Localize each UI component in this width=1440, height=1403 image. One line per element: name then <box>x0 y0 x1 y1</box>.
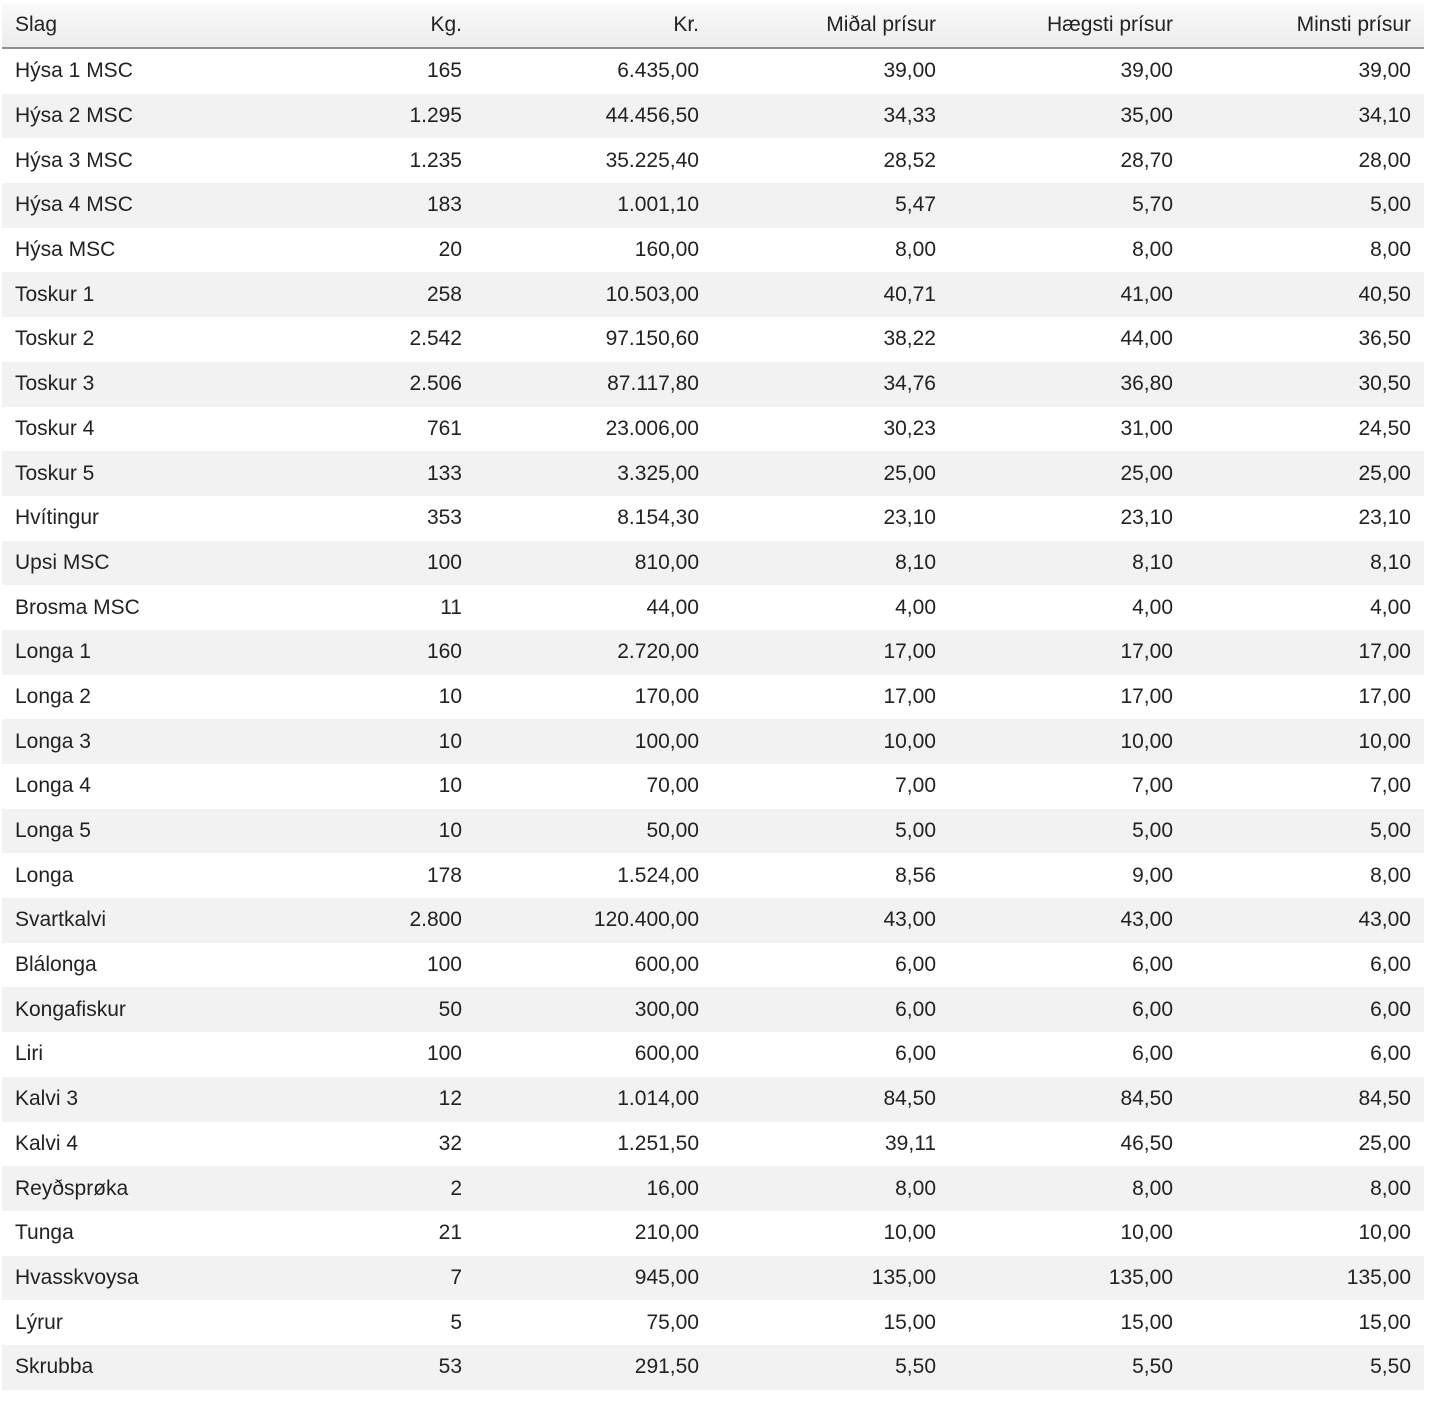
amount-kr-cell: 35.225,40 <box>475 138 712 183</box>
highest-price-cell: 10,00 <box>949 719 1186 764</box>
lowest-price-cell: 8,00 <box>1186 1166 1424 1211</box>
highest-price-cell: 4,00 <box>949 585 1186 630</box>
amount-kr-cell: 97.150,60 <box>475 317 712 362</box>
species-cell: Hvítingur <box>2 496 238 541</box>
average-price-cell: 8,56 <box>712 853 949 898</box>
species-cell: Tunga <box>2 1211 238 1256</box>
average-price-cell: 15,00 <box>712 1300 949 1345</box>
highest-price-cell: 5,00 <box>949 809 1186 854</box>
table-row <box>2 675 1424 720</box>
lowest-price-cell: 6,00 <box>1186 987 1424 1032</box>
weight-kg-cell: 20 <box>238 228 475 273</box>
average-price-cell: 135,00 <box>712 1256 949 1301</box>
lowest-price-cell: 28,00 <box>1186 138 1424 183</box>
lowest-price-cell: 17,00 <box>1186 630 1424 675</box>
table-row <box>2 1166 1424 1211</box>
average-price-cell: 28,52 <box>712 138 949 183</box>
amount-kr-cell: 810,00 <box>475 541 712 586</box>
weight-kg-cell: 53 <box>238 1345 475 1390</box>
species-cell: Skrubba <box>2 1345 238 1390</box>
highest-price-cell: 6,00 <box>949 987 1186 1032</box>
weight-kg-cell: 100 <box>238 1032 475 1077</box>
lowest-price-cell: 34,10 <box>1186 94 1424 139</box>
highest-price-cell: 41,00 <box>949 272 1186 317</box>
lowest-price-cell: 8,00 <box>1186 853 1424 898</box>
species-cell: Upsi MSC <box>2 541 238 586</box>
highest-price-cell: 36,80 <box>949 362 1186 407</box>
highest-price-cell: 7,00 <box>949 764 1186 809</box>
amount-kr-cell: 75,00 <box>475 1300 712 1345</box>
weight-kg-cell: 353 <box>238 496 475 541</box>
weight-kg-cell: 165 <box>238 48 475 94</box>
amount-kr-cell: 2.720,00 <box>475 630 712 675</box>
average-price-cell: 30,23 <box>712 407 949 452</box>
highest-price-cell: 5,70 <box>949 183 1186 228</box>
species-cell: Toskur 2 <box>2 317 238 362</box>
weight-kg-cell: 2.506 <box>238 362 475 407</box>
table-row <box>2 1300 1424 1345</box>
fish-price-table <box>2 3 1424 1390</box>
lowest-price-cell: 40,50 <box>1186 272 1424 317</box>
table-row <box>2 1077 1424 1122</box>
species-cell: Hýsa 4 MSC <box>2 183 238 228</box>
amount-kr-cell: 300,00 <box>475 987 712 1032</box>
average-price-cell: 10,00 <box>712 1211 949 1256</box>
weight-kg-cell: 258 <box>238 272 475 317</box>
average-price-cell: 84,50 <box>712 1077 949 1122</box>
highest-price-cell: 135,00 <box>949 1256 1186 1301</box>
weight-kg-cell: 160 <box>238 630 475 675</box>
species-cell: Kongafiskur <box>2 987 238 1032</box>
weight-kg-cell: 7 <box>238 1256 475 1301</box>
column-header-slag[interactable]: Slag <box>2 3 238 48</box>
amount-kr-cell: 50,00 <box>475 809 712 854</box>
average-price-cell: 17,00 <box>712 675 949 720</box>
lowest-price-cell: 4,00 <box>1186 585 1424 630</box>
table-row <box>2 183 1424 228</box>
weight-kg-cell: 100 <box>238 943 475 988</box>
weight-kg-cell: 10 <box>238 719 475 764</box>
highest-price-cell: 28,70 <box>949 138 1186 183</box>
weight-kg-cell: 133 <box>238 451 475 496</box>
lowest-price-cell: 8,10 <box>1186 541 1424 586</box>
table-row <box>2 719 1424 764</box>
species-cell: Longa 2 <box>2 675 238 720</box>
lowest-price-cell: 10,00 <box>1186 719 1424 764</box>
table-row <box>2 228 1424 273</box>
species-cell: Hýsa 2 MSC <box>2 94 238 139</box>
highest-price-cell: 31,00 <box>949 407 1186 452</box>
column-header-kr[interactable]: Kr. <box>475 3 712 48</box>
lowest-price-cell: 24,50 <box>1186 407 1424 452</box>
average-price-cell: 38,22 <box>712 317 949 362</box>
species-cell: Blálonga <box>2 943 238 988</box>
highest-price-cell: 8,10 <box>949 541 1186 586</box>
lowest-price-cell: 6,00 <box>1186 943 1424 988</box>
species-cell: Kalvi 3 <box>2 1077 238 1122</box>
weight-kg-cell: 178 <box>238 853 475 898</box>
amount-kr-cell: 1.251,50 <box>475 1122 712 1167</box>
column-header-lowest-price[interactable]: Minsti prísur <box>1186 3 1424 48</box>
highest-price-cell: 46,50 <box>949 1122 1186 1167</box>
amount-kr-cell: 10.503,00 <box>475 272 712 317</box>
lowest-price-cell: 39,00 <box>1186 48 1424 94</box>
average-price-cell: 6,00 <box>712 987 949 1032</box>
weight-kg-cell: 2 <box>238 1166 475 1211</box>
lowest-price-cell: 15,00 <box>1186 1300 1424 1345</box>
average-price-cell: 34,76 <box>712 362 949 407</box>
highest-price-cell: 6,00 <box>949 943 1186 988</box>
table-row <box>2 898 1424 943</box>
species-cell: Reyðsprøka <box>2 1166 238 1211</box>
table-row <box>2 630 1424 675</box>
species-cell: Hvasskvoysa <box>2 1256 238 1301</box>
species-cell: Longa 5 <box>2 809 238 854</box>
weight-kg-cell: 2.542 <box>238 317 475 362</box>
table-row <box>2 1032 1424 1077</box>
average-price-cell: 8,10 <box>712 541 949 586</box>
amount-kr-cell: 6.435,00 <box>475 48 712 94</box>
highest-price-cell: 6,00 <box>949 1032 1186 1077</box>
table-header <box>2 3 1424 48</box>
species-cell: Longa <box>2 853 238 898</box>
highest-price-cell: 8,00 <box>949 1166 1186 1211</box>
average-price-cell: 34,33 <box>712 94 949 139</box>
weight-kg-cell: 1.295 <box>238 94 475 139</box>
amount-kr-cell: 600,00 <box>475 1032 712 1077</box>
amount-kr-cell: 70,00 <box>475 764 712 809</box>
average-price-cell: 39,00 <box>712 48 949 94</box>
average-price-cell: 25,00 <box>712 451 949 496</box>
weight-kg-cell: 11 <box>238 585 475 630</box>
table-row <box>2 1122 1424 1167</box>
lowest-price-cell: 17,00 <box>1186 675 1424 720</box>
lowest-price-cell: 36,50 <box>1186 317 1424 362</box>
lowest-price-cell: 23,10 <box>1186 496 1424 541</box>
table-row <box>2 362 1424 407</box>
amount-kr-cell: 120.400,00 <box>475 898 712 943</box>
lowest-price-cell: 8,00 <box>1186 228 1424 273</box>
average-price-cell: 8,00 <box>712 228 949 273</box>
table-row <box>2 1256 1424 1301</box>
average-price-cell: 4,00 <box>712 585 949 630</box>
table-row <box>2 451 1424 496</box>
table-row <box>2 407 1424 452</box>
weight-kg-cell: 183 <box>238 183 475 228</box>
lowest-price-cell: 10,00 <box>1186 1211 1424 1256</box>
lowest-price-cell: 30,50 <box>1186 362 1424 407</box>
amount-kr-cell: 600,00 <box>475 943 712 988</box>
weight-kg-cell: 50 <box>238 987 475 1032</box>
lowest-price-cell: 43,00 <box>1186 898 1424 943</box>
weight-kg-cell: 2.800 <box>238 898 475 943</box>
species-cell: Toskur 5 <box>2 451 238 496</box>
species-cell: Longa 1 <box>2 630 238 675</box>
highest-price-cell: 84,50 <box>949 1077 1186 1122</box>
average-price-cell: 5,47 <box>712 183 949 228</box>
lowest-price-cell: 135,00 <box>1186 1256 1424 1301</box>
lowest-price-cell: 84,50 <box>1186 1077 1424 1122</box>
weight-kg-cell: 761 <box>238 407 475 452</box>
amount-kr-cell: 3.325,00 <box>475 451 712 496</box>
table-row <box>2 585 1424 630</box>
average-price-cell: 10,00 <box>712 719 949 764</box>
price-table-container <box>2 3 1424 1390</box>
species-cell: Hýsa 3 MSC <box>2 138 238 183</box>
table-body <box>2 48 1424 1390</box>
lowest-price-cell: 5,50 <box>1186 1345 1424 1390</box>
amount-kr-cell: 44,00 <box>475 585 712 630</box>
highest-price-cell: 5,50 <box>949 1345 1186 1390</box>
highest-price-cell: 9,00 <box>949 853 1186 898</box>
amount-kr-cell: 16,00 <box>475 1166 712 1211</box>
average-price-cell: 23,10 <box>712 496 949 541</box>
species-cell: Lýrur <box>2 1300 238 1345</box>
table-row <box>2 48 1424 94</box>
average-price-cell: 6,00 <box>712 1032 949 1077</box>
highest-price-cell: 43,00 <box>949 898 1186 943</box>
table-row <box>2 496 1424 541</box>
table-row <box>2 317 1424 362</box>
highest-price-cell: 8,00 <box>949 228 1186 273</box>
highest-price-cell: 35,00 <box>949 94 1186 139</box>
weight-kg-cell: 1.235 <box>238 138 475 183</box>
weight-kg-cell: 21 <box>238 1211 475 1256</box>
species-cell: Longa 4 <box>2 764 238 809</box>
species-cell: Liri <box>2 1032 238 1077</box>
amount-kr-cell: 291,50 <box>475 1345 712 1390</box>
table-row <box>2 1345 1424 1390</box>
table-row <box>2 853 1424 898</box>
weight-kg-cell: 12 <box>238 1077 475 1122</box>
weight-kg-cell: 10 <box>238 764 475 809</box>
lowest-price-cell: 25,00 <box>1186 1122 1424 1167</box>
species-cell: Toskur 3 <box>2 362 238 407</box>
lowest-price-cell: 25,00 <box>1186 451 1424 496</box>
species-cell: Hýsa MSC <box>2 228 238 273</box>
table-row <box>2 272 1424 317</box>
highest-price-cell: 23,10 <box>949 496 1186 541</box>
average-price-cell: 5,50 <box>712 1345 949 1390</box>
highest-price-cell: 17,00 <box>949 630 1186 675</box>
amount-kr-cell: 87.117,80 <box>475 362 712 407</box>
species-cell: Toskur 1 <box>2 272 238 317</box>
amount-kr-cell: 1.014,00 <box>475 1077 712 1122</box>
average-price-cell: 39,11 <box>712 1122 949 1167</box>
highest-price-cell: 39,00 <box>949 48 1186 94</box>
weight-kg-cell: 32 <box>238 1122 475 1167</box>
column-header-highest-price[interactable]: Hægsti prísur <box>949 3 1186 48</box>
average-price-cell: 7,00 <box>712 764 949 809</box>
average-price-cell: 6,00 <box>712 943 949 988</box>
table-row <box>2 94 1424 139</box>
average-price-cell: 8,00 <box>712 1166 949 1211</box>
lowest-price-cell: 5,00 <box>1186 809 1424 854</box>
table-row <box>2 1211 1424 1256</box>
column-header-kg[interactable]: Kg. <box>238 3 475 48</box>
amount-kr-cell: 170,00 <box>475 675 712 720</box>
species-cell: Hýsa 1 MSC <box>2 48 238 94</box>
lowest-price-cell: 7,00 <box>1186 764 1424 809</box>
table-row <box>2 943 1424 988</box>
amount-kr-cell: 23.006,00 <box>475 407 712 452</box>
amount-kr-cell: 100,00 <box>475 719 712 764</box>
table-row <box>2 138 1424 183</box>
amount-kr-cell: 1.524,00 <box>475 853 712 898</box>
amount-kr-cell: 945,00 <box>475 1256 712 1301</box>
table-row <box>2 809 1424 854</box>
highest-price-cell: 25,00 <box>949 451 1186 496</box>
highest-price-cell: 15,00 <box>949 1300 1186 1345</box>
amount-kr-cell: 8.154,30 <box>475 496 712 541</box>
species-cell: Toskur 4 <box>2 407 238 452</box>
weight-kg-cell: 100 <box>238 541 475 586</box>
species-cell: Svartkalvi <box>2 898 238 943</box>
lowest-price-cell: 5,00 <box>1186 183 1424 228</box>
weight-kg-cell: 10 <box>238 675 475 720</box>
average-price-cell: 17,00 <box>712 630 949 675</box>
species-cell: Longa 3 <box>2 719 238 764</box>
highest-price-cell: 17,00 <box>949 675 1186 720</box>
lowest-price-cell: 6,00 <box>1186 1032 1424 1077</box>
highest-price-cell: 44,00 <box>949 317 1186 362</box>
column-header-average-price[interactable]: Miðal prísur <box>712 3 949 48</box>
amount-kr-cell: 210,00 <box>475 1211 712 1256</box>
species-cell: Brosma MSC <box>2 585 238 630</box>
table-row <box>2 764 1424 809</box>
average-price-cell: 43,00 <box>712 898 949 943</box>
amount-kr-cell: 44.456,50 <box>475 94 712 139</box>
average-price-cell: 40,71 <box>712 272 949 317</box>
weight-kg-cell: 10 <box>238 809 475 854</box>
highest-price-cell: 10,00 <box>949 1211 1186 1256</box>
table-row <box>2 541 1424 586</box>
average-price-cell: 5,00 <box>712 809 949 854</box>
species-cell: Kalvi 4 <box>2 1122 238 1167</box>
weight-kg-cell: 5 <box>238 1300 475 1345</box>
amount-kr-cell: 160,00 <box>475 228 712 273</box>
table-row <box>2 987 1424 1032</box>
amount-kr-cell: 1.001,10 <box>475 183 712 228</box>
header-row <box>2 3 1424 48</box>
